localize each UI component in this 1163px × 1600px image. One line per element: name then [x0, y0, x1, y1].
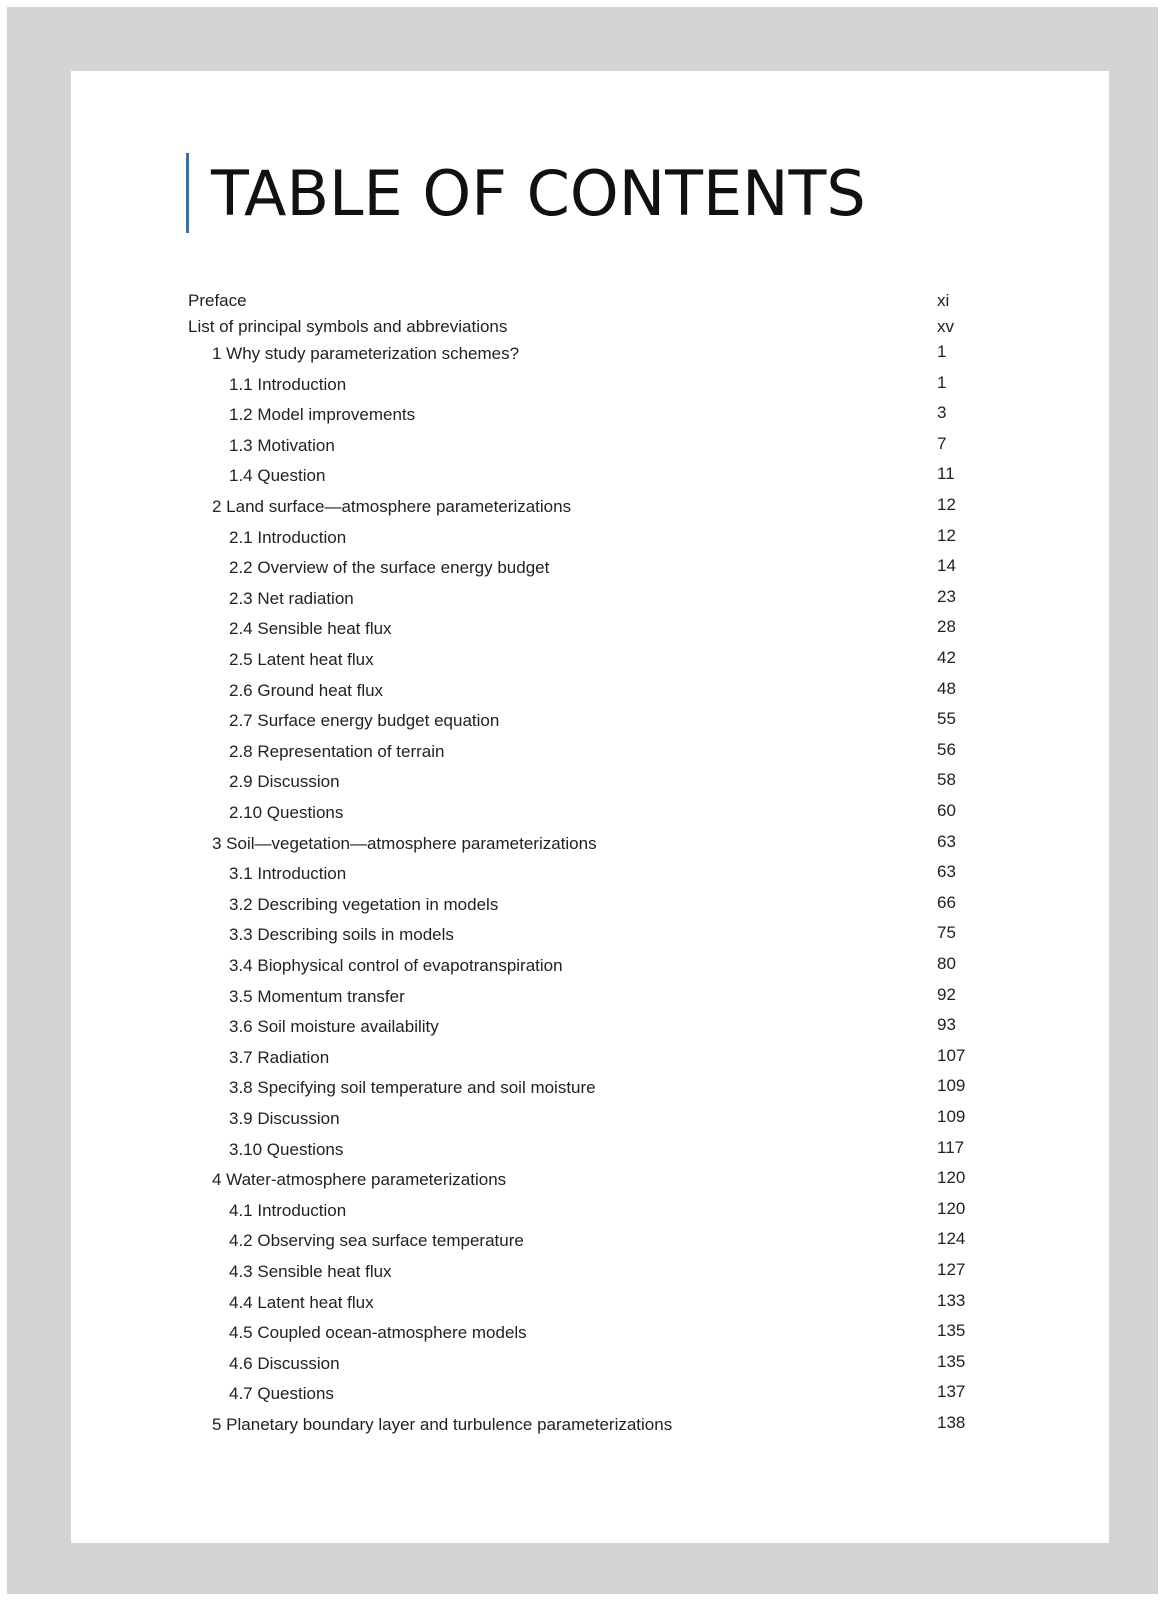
- toc-entry-label: 4.1 Introduction: [229, 1200, 347, 1220]
- toc-entry-page: 12: [937, 495, 956, 514]
- toc-entry[interactable]: [71, 618, 1109, 648]
- toc-entry-label: 3.10 Questions: [229, 1139, 344, 1159]
- toc-entry[interactable]: [71, 496, 1109, 526]
- toc-entry[interactable]: [71, 802, 1109, 832]
- toc-entry[interactable]: [71, 1169, 1109, 1199]
- toc-entry[interactable]: [71, 1414, 1109, 1444]
- toc-entry[interactable]: [71, 557, 1109, 587]
- toc-entry-page: 23: [937, 586, 956, 606]
- toc-entry-label: 1.1 Introduction: [229, 374, 347, 394]
- toc-entry[interactable]: [71, 1383, 1109, 1413]
- page-title: TABLE OF CONTENTS: [211, 157, 866, 230]
- toc-entry[interactable]: [71, 465, 1109, 495]
- toc-entry-label: 1 Why study parameterization schemes?: [212, 344, 520, 363]
- toc-entry-label: 4.2 Observing sea surface temperature: [229, 1231, 524, 1251]
- toc-entry-page: 1: [937, 342, 947, 361]
- toc-entry-label: 3.9 Discussion: [229, 1109, 340, 1128]
- toc-entry-label: 3.5 Momentum transfer: [229, 986, 405, 1006]
- toc-entry-label: 2 Land surface—atmosphere parameterizations: [212, 497, 572, 516]
- toc-entry-page: 7: [937, 433, 947, 453]
- toc-entry-page: 120: [937, 1198, 966, 1218]
- toc-entry-page: 127: [937, 1260, 966, 1279]
- toc-entry[interactable]: [71, 680, 1109, 710]
- toc-entry-page: 133: [937, 1290, 966, 1310]
- toc-entry-page: 75: [937, 923, 956, 943]
- toc-entry[interactable]: [71, 649, 1109, 679]
- toc-entry-label: 4 Water-atmosphere parameterizations: [212, 1170, 507, 1190]
- toc-entry[interactable]: [71, 863, 1109, 893]
- toc-entry[interactable]: [71, 404, 1109, 434]
- toc-list: [71, 71, 1109, 1477]
- toc-entry-label: 2.10 Questions: [229, 803, 344, 822]
- toc-entry-page: 137: [937, 1382, 966, 1402]
- document-page: [71, 71, 1109, 1543]
- toc-entry-label: 2.1 Introduction: [229, 527, 347, 547]
- toc-entry-page: xv: [937, 317, 954, 336]
- toc-entry-label: 3.2 Describing vegetation in models: [229, 894, 499, 914]
- toc-entry[interactable]: [71, 343, 1109, 373]
- toc-entry-page: 11: [937, 464, 955, 484]
- toc-entry-page: 42: [937, 648, 956, 667]
- toc-entry-label: 4.5 Coupled ocean-atmosphere models: [229, 1323, 527, 1343]
- toc-entry[interactable]: [71, 1016, 1109, 1046]
- toc-entry-page: 1: [937, 372, 947, 392]
- toc-entry[interactable]: [71, 1230, 1109, 1260]
- toc-entry-page: 135: [937, 1351, 966, 1371]
- toc-entry-label: 1.3 Motivation: [229, 435, 335, 455]
- toc-entry-label: 4.4 Latent heat flux: [229, 1292, 374, 1312]
- toc-entry-page: 109: [937, 1107, 966, 1126]
- toc-entry-label: 3.6 Soil moisture availability: [229, 1017, 439, 1037]
- toc-entry-label: 3 Soil—vegetation—atmosphere parameterizations: [212, 833, 597, 853]
- toc-entry-label: 2.6 Ground heat flux: [229, 680, 384, 700]
- toc-entry-page: 80: [937, 954, 956, 973]
- toc-entry[interactable]: [71, 1292, 1109, 1322]
- toc-entry-label: 3.8 Specifying soil temperature and soil moisture: [229, 1078, 596, 1098]
- toc-entry-page: 60: [937, 801, 956, 820]
- toc-entry-label: 2.2 Overview of the surface energy budget: [229, 558, 550, 578]
- toc-entry-label: 5 Planetary boundary layer and turbulence parameterizations: [212, 1415, 673, 1434]
- toc-entry-page: 14: [937, 556, 956, 576]
- toc-entry-page: 120: [937, 1168, 966, 1188]
- toc-entry[interactable]: [71, 1322, 1109, 1352]
- toc-entry[interactable]: [71, 1139, 1109, 1169]
- toc-entry[interactable]: [71, 833, 1109, 863]
- toc-entry-label: 2.4 Sensible heat flux: [229, 619, 392, 639]
- toc-entry[interactable]: [71, 374, 1109, 404]
- toc-entry[interactable]: [71, 1108, 1109, 1138]
- toc-entry-page: xi: [937, 291, 950, 310]
- toc-entry-page: 135: [937, 1321, 966, 1341]
- toc-entry-page: 93: [937, 1015, 956, 1035]
- toc-entry-page: 138: [937, 1413, 966, 1432]
- toc-entry-label: 1.4 Question: [229, 466, 326, 486]
- toc-entry-page: 63: [937, 862, 956, 882]
- toc-entry-label: 2.5 Latent heat flux: [229, 650, 374, 669]
- toc-entry[interactable]: [71, 924, 1109, 954]
- toc-entry-label: 4.6 Discussion: [229, 1353, 340, 1373]
- toc-entry[interactable]: [71, 894, 1109, 924]
- toc-entry-label: 4.3 Sensible heat flux: [229, 1262, 392, 1281]
- toc-entry-label: Preface: [188, 291, 247, 310]
- toc-entry[interactable]: [71, 527, 1109, 557]
- page-frame: [7, 7, 1158, 1594]
- toc-entry-label: 2.8 Representation of terrain: [229, 741, 445, 761]
- toc-entry-page: 124: [937, 1229, 966, 1249]
- toc-entry-label: 1.2 Model improvements: [229, 405, 416, 425]
- toc-entry[interactable]: [71, 1077, 1109, 1107]
- toc-entry-label: List of principal symbols and abbreviations: [188, 317, 508, 336]
- toc-entry[interactable]: [71, 955, 1109, 985]
- toc-entry[interactable]: [71, 435, 1109, 465]
- toc-entry-page: 109: [937, 1076, 966, 1096]
- toc-entry-page: 3: [937, 403, 947, 423]
- toc-entry-page: 58: [937, 770, 956, 790]
- toc-entry[interactable]: [71, 316, 1109, 346]
- toc-entry-page: 12: [937, 525, 956, 545]
- toc-entry[interactable]: [71, 1353, 1109, 1383]
- toc-entry-page: 66: [937, 892, 956, 912]
- toc-entry-page: 63: [937, 831, 956, 851]
- toc-entry-page: 117: [937, 1137, 965, 1157]
- toc-entry[interactable]: [71, 986, 1109, 1016]
- toc-entry-page: 92: [937, 984, 956, 1004]
- toc-entry-label: 4.7 Questions: [229, 1384, 334, 1404]
- toc-entry[interactable]: [71, 1261, 1109, 1291]
- toc-entry[interactable]: [71, 1047, 1109, 1077]
- toc-entry-label: 2.7 Surface energy budget equation: [229, 711, 500, 731]
- toc-entry-label: 3.1 Introduction: [229, 864, 347, 884]
- toc-entry[interactable]: [71, 710, 1109, 740]
- toc-entry-page: 28: [937, 617, 956, 637]
- toc-entry-label: 2.3 Net radiation: [229, 588, 354, 608]
- toc-entry-page: 55: [937, 709, 956, 729]
- toc-entry[interactable]: [71, 771, 1109, 801]
- toc-entry[interactable]: [71, 1200, 1109, 1230]
- toc-entry-label: 3.3 Describing soils in models: [229, 925, 454, 945]
- toc-entry-page: 107: [937, 1045, 966, 1065]
- toc-entry-label: 3.4 Biophysical control of evapotranspiration: [229, 956, 563, 975]
- toc-entry-label: 2.9 Discussion: [229, 772, 340, 792]
- toc-entry-page: 56: [937, 739, 956, 759]
- toc-entry[interactable]: [71, 588, 1109, 618]
- toc-entry-page: 48: [937, 678, 956, 698]
- toc-entry[interactable]: [71, 741, 1109, 771]
- toc-entry-label: 3.7 Radiation: [229, 1047, 330, 1067]
